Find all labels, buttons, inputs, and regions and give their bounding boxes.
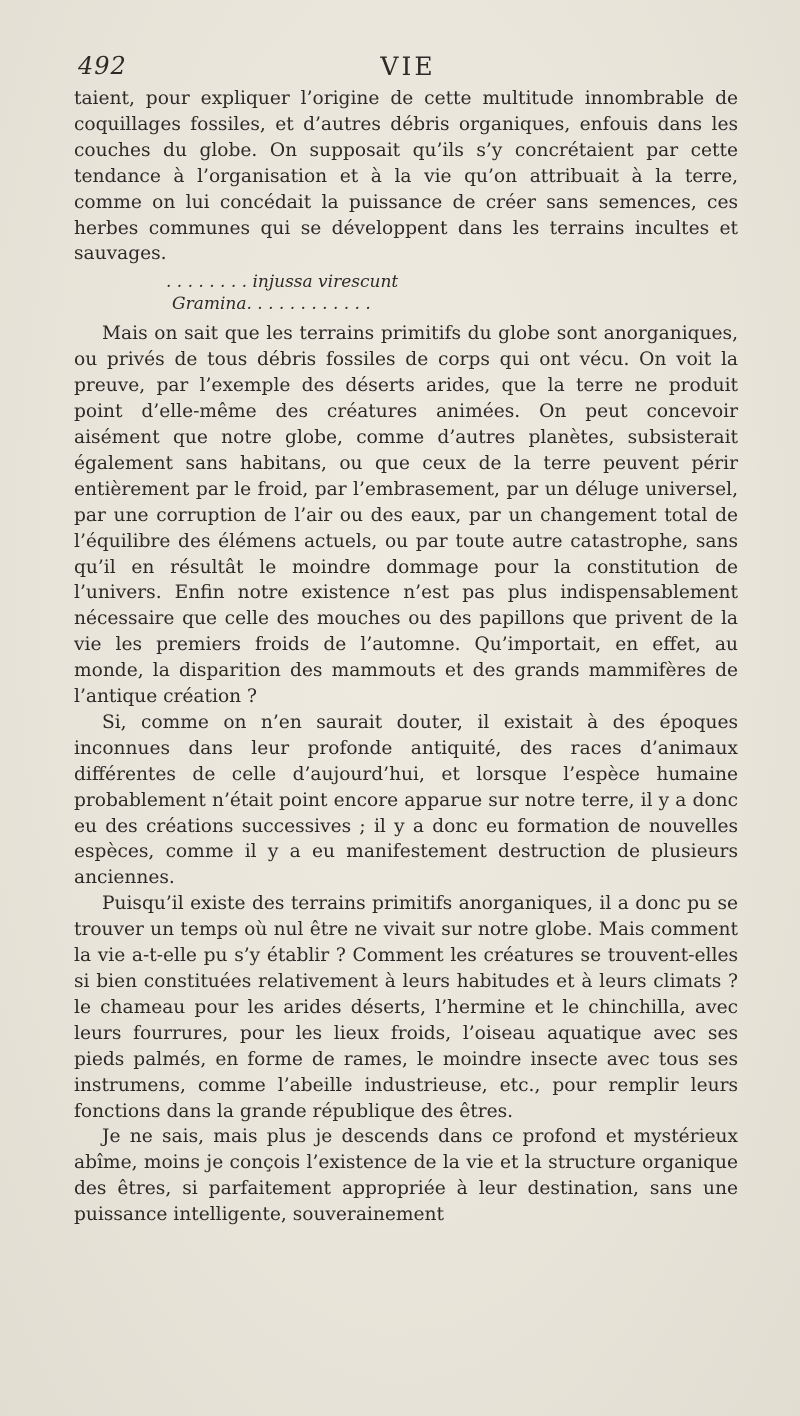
page-number: 492 — [78, 52, 127, 80]
paragraph: Mais on sait que les terrains primitifs du globe sont anorganiques, ou privés de tous débris fossiles de corps qui ont vécu. On voit la preuve, par l’exemple des déserts arides, que la terre ne produit point d’elle-même des créatures animées. On peut concevoir aisément que notre globe, comme d’autres planètes, subsisterait également sans habitans, ou que ceux de la terre peuvent périr entièrement par le froid, par l’embrasement, par un déluge universel, par une corruption de l’air ou des eaux, par un changement total de l’équilibre des élémens actuels, ou par toute autre catastrophe, sans qu’il en résultât le moindre dommage pour la constitution de l’univers. Enfin notre existence n’est pas plus indispensablement nécessaire que celle des mouches ou des papillons que privent de la vie les premiers froids de l’automne. Qu’importait, en effet, au monde, la disparition des mammouts et des grands mammifères de l’antique création ? — [74, 323, 738, 708]
page-header — [78, 52, 738, 88]
paragraph: Je ne sais, mais plus je descends dans ce profond et mystérieux abîme, moins je conçois l’existence de la vie et la structure organique des êtres, si parfaitement appropriée à leur destination, sans une puissance intelligente, souverainement — [74, 1126, 738, 1226]
body-text — [74, 86, 738, 1228]
paragraph: Si, comme on n’en saurait douter, il existait à des époques inconnues dans leur profonde antiquité, des races d’animaux différentes de celle d’aujourd’hui, et lorsque l’espèce humaine probablement n’était point encore apparue sur notre terre, il y a donc eu des créations successives ; il y a donc eu formation de nouvelles espèces, comme il y a eu manifestement destruction de plusieurs anciennes. — [74, 711, 738, 889]
opening-paragraph: taient, pour expliquer l’origine de cette multitude innombrable de coquillages fossiles, et d’autres débris organiques, enfouis dans les couches du globe. On supposait qu’ils s’y concrétaient par cette tendance à l’organisation et à la vie qu’on attribuait à la terre, comme on lui concédait la puissance de créer sans semences, ces herbes communes qui se développent dans les terrains incultes et sauvages. — [74, 88, 738, 265]
quotation-line-1: . . . . . . . . injussa virescunt — [166, 272, 399, 293]
latin-quotation — [74, 267, 738, 321]
quotation-line-2: Gramina. . . . . . . . . . . . — [172, 294, 371, 315]
paragraph: Puisqu’il existe des terrains primitifs anorganiques, il a donc pu se trouver un temps où nul être ne vivait sur notre globe. Mais comment la vie a-t-elle pu s’y établir ? Comment les créatures se trouvent-elles si bien constituées relativement à leurs habitudes et à leurs climats ? le chameau pour les arides déserts, l’hermine et le chinchilla, avec leurs fourrures, pour les lieux froids, l’oiseau aquatique avec ses pieds palmés, en forme de rames, le moindre insecte avec tous ses instrumens, comme l’abeille industrieuse, etc., pour remplir leurs fonctions dans la grande république des êtres. — [74, 893, 738, 1122]
running-title: VIE — [380, 52, 436, 81]
